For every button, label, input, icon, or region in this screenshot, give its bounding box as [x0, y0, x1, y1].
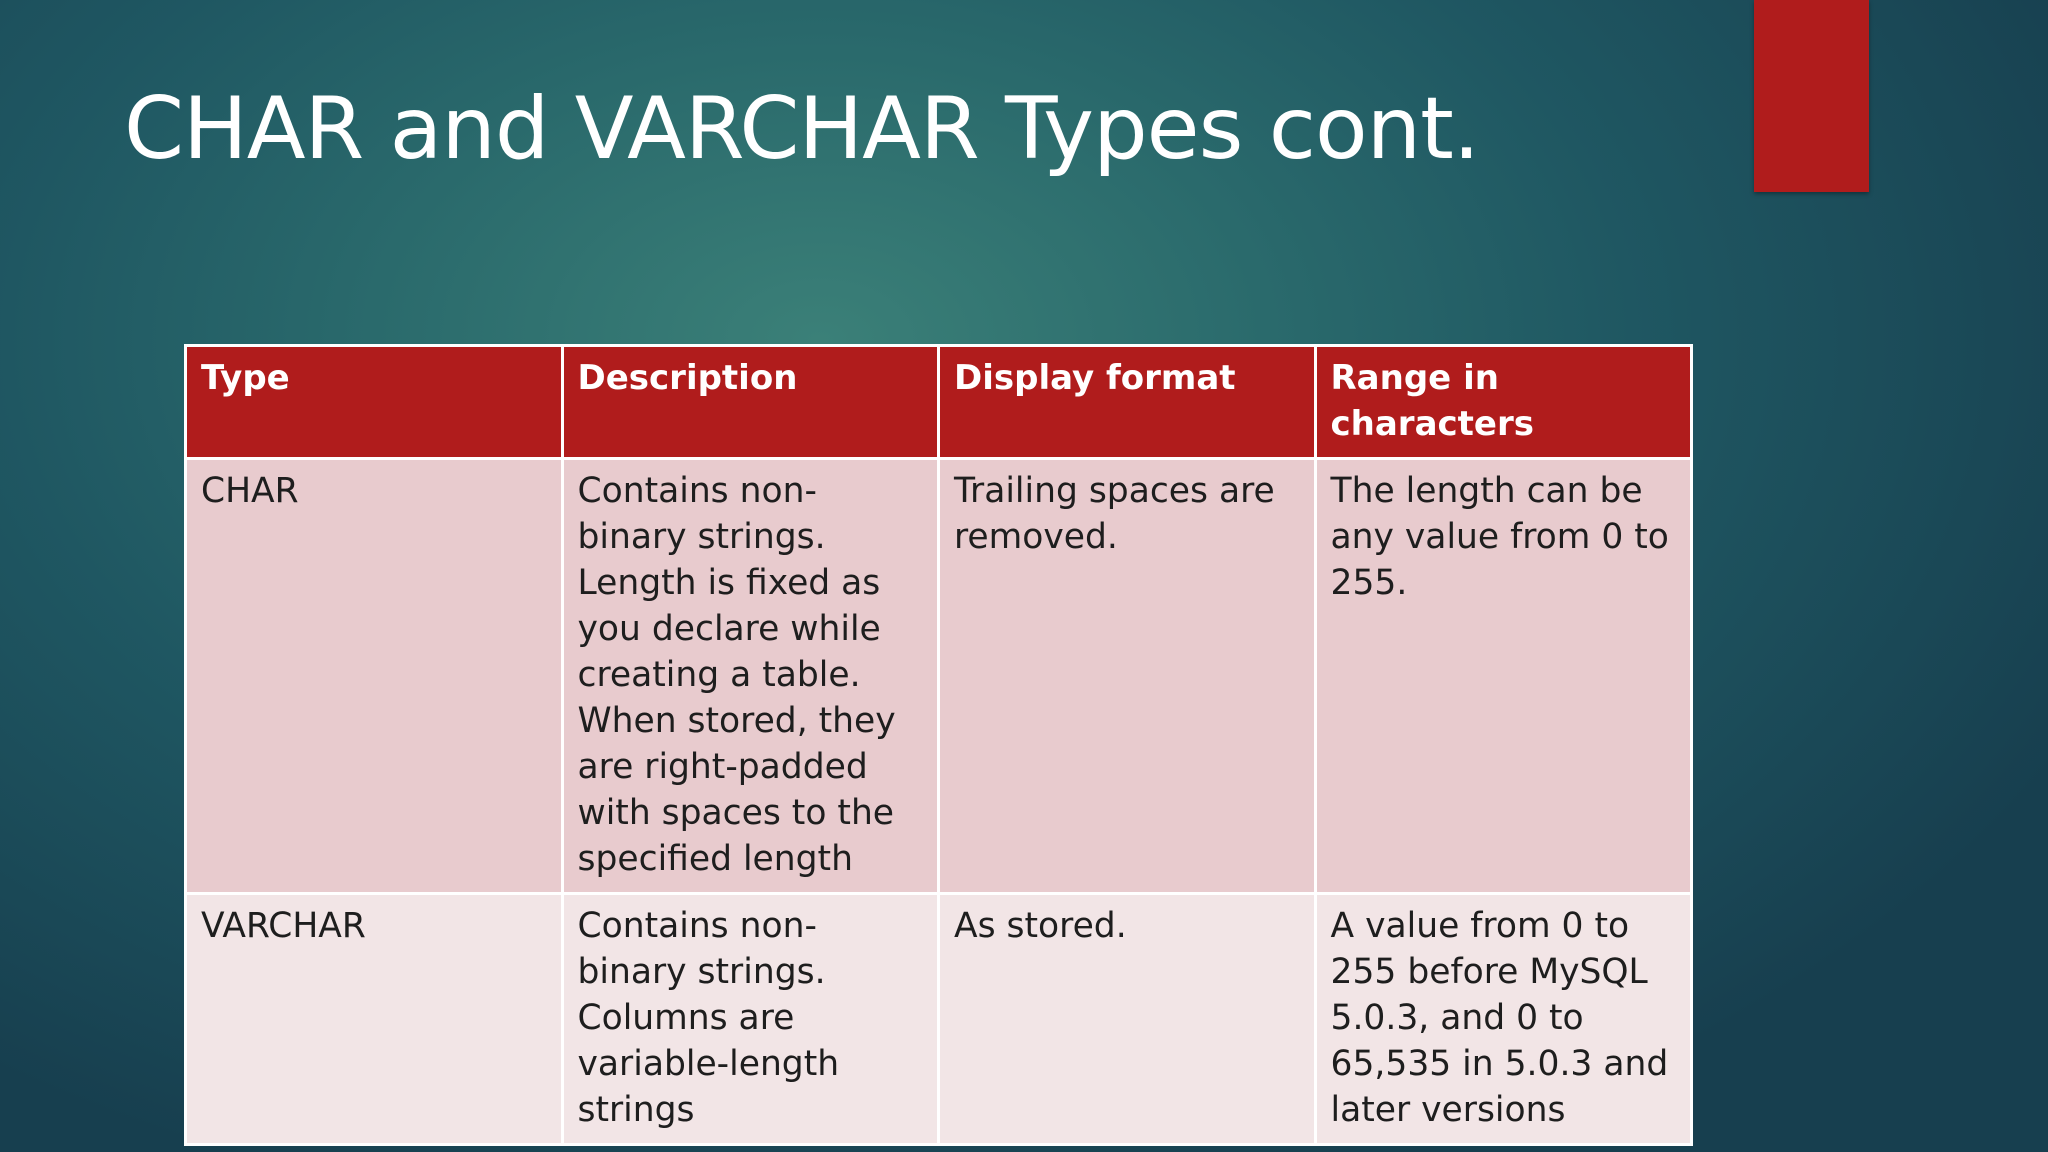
slide-title: CHAR and VARCHAR Types cont.	[124, 79, 1480, 179]
cell-type: VARCHAR	[186, 894, 563, 1145]
cell-description: Contains non-binary strings. Columns are variable-length strings	[562, 894, 939, 1145]
cell-description: Contains non-binary strings. Length is fixed as you declare while creating a table. When stored, they are right-padded with spaces to the specified length	[562, 459, 939, 894]
cell-display-format: Trailing spaces are removed.	[939, 459, 1316, 894]
header-type: Type	[186, 346, 563, 459]
cell-range: A value from 0 to 255 before MySQL 5.0.3, and 0 to 65,535 in 5.0.3 and later versions	[1315, 894, 1692, 1145]
cell-range: The length can be any value from 0 to 255.	[1315, 459, 1692, 894]
table-row	[186, 459, 1692, 894]
accent-bar	[1754, 0, 1869, 192]
table-row	[186, 894, 1692, 1145]
types-table	[184, 344, 1693, 1146]
table-header-row	[186, 346, 1692, 459]
header-display-format: Display format	[939, 346, 1316, 459]
header-description: Description	[562, 346, 939, 459]
cell-display-format: As stored.	[939, 894, 1316, 1145]
cell-type: CHAR	[186, 459, 563, 894]
header-range: Range in characters	[1315, 346, 1692, 459]
